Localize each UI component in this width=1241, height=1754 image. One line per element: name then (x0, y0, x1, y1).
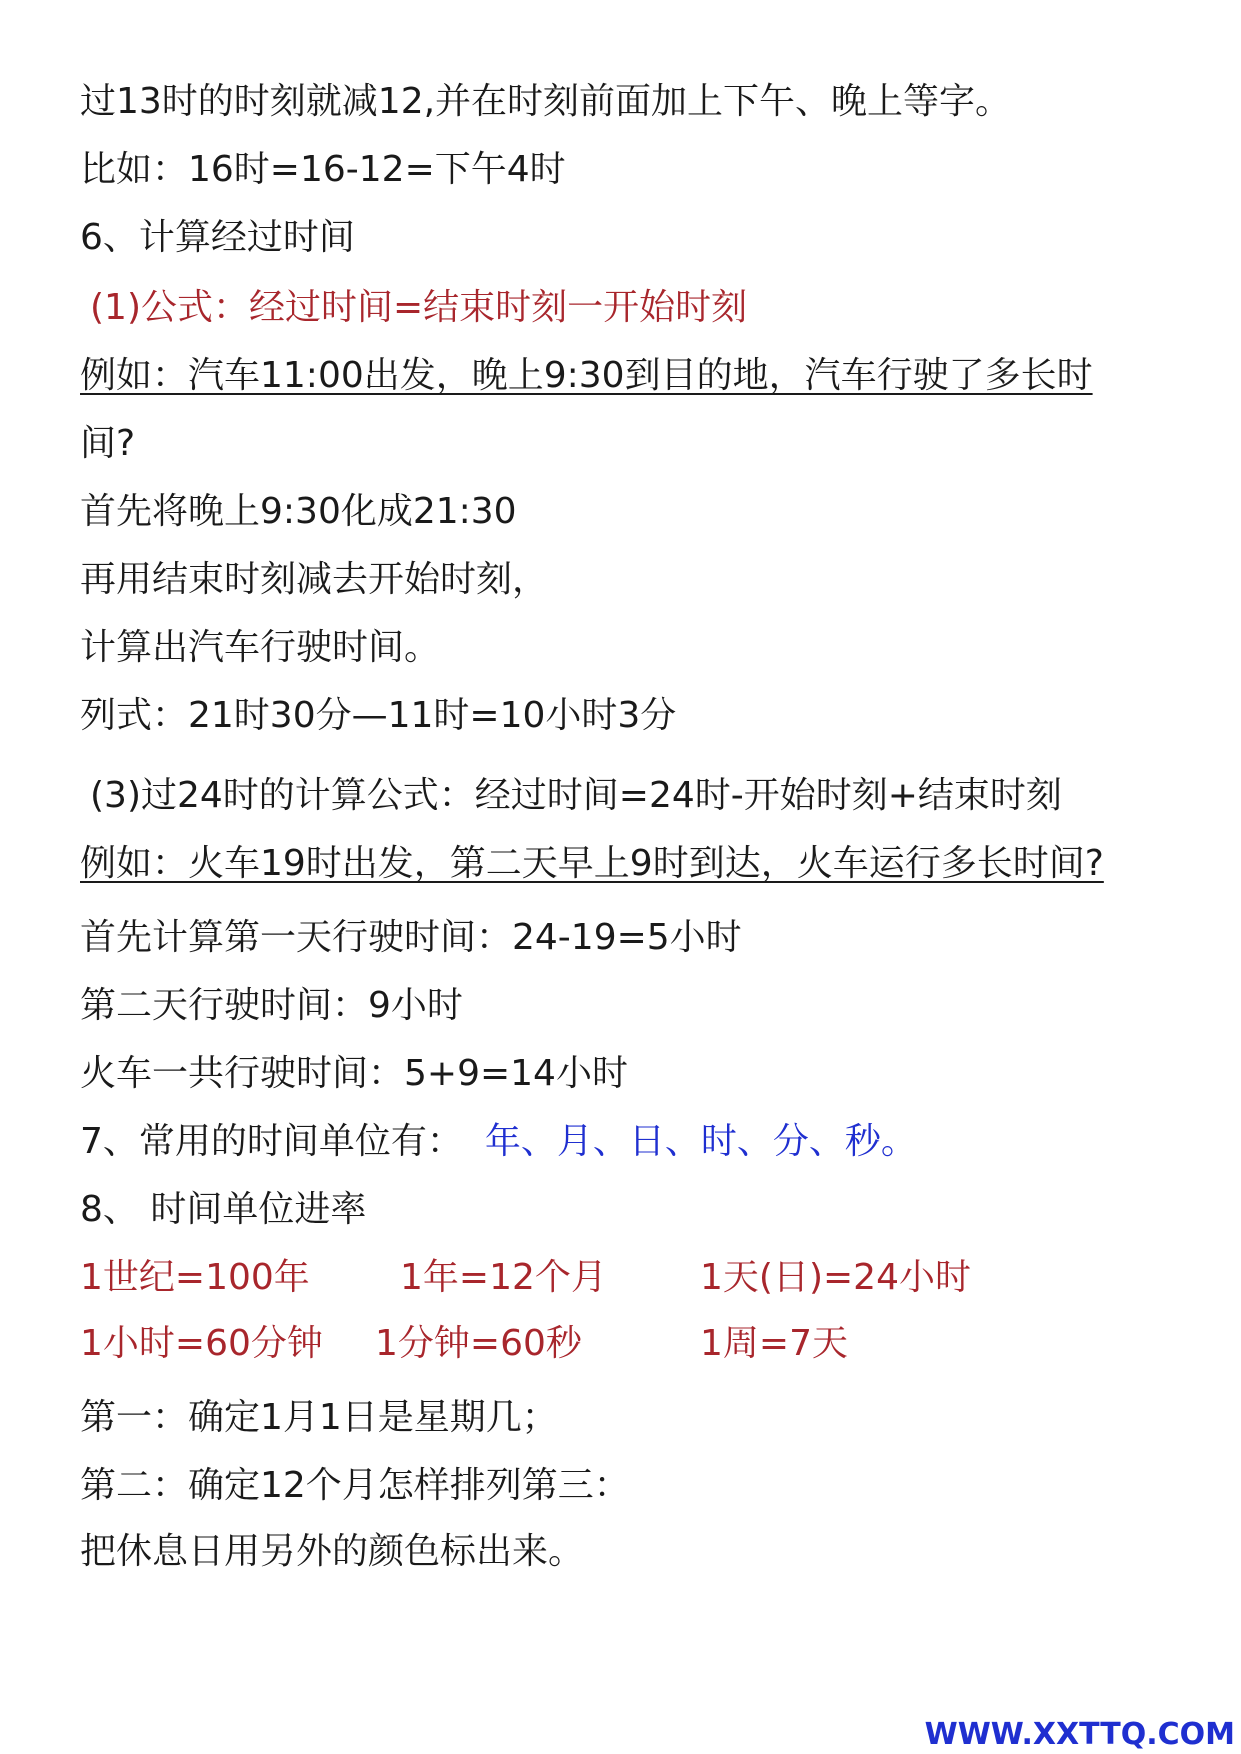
site-watermark: WWW.XXTTQ.COM (924, 1717, 1235, 1752)
section-7-line (80, 1120, 917, 1164)
rate-week: 1周=7天 (700, 1323, 848, 1364)
text-line-13: 首先计算第一天行驶时间：24-19=5小时 (80, 917, 742, 958)
text-line-7: 首先将晚上9:30化成21:30 (80, 491, 517, 532)
rate-day: 1天(日)=24小时 (700, 1257, 971, 1298)
rate-minute: 1分钟=60秒 (375, 1323, 582, 1364)
text-line-22: 把休息日用另外的颜色标出来。 (80, 1531, 585, 1572)
example-1-line-1: 例如：汽车11:00出发，晚上9:30到目的地，汽车行驶了多长时 (80, 355, 1093, 396)
text-line-15: 火车一共行驶时间：5+9=14小时 (80, 1053, 628, 1094)
section-7-prefix: 7、常用的时间单位有： (80, 1121, 463, 1162)
text-line-14: 第二天行驶时间：9小时 (80, 985, 463, 1026)
text-line-21: 第二：确定12个月怎样排列第三： (80, 1465, 630, 1506)
section-6-heading: 6、计算经过时间 (80, 217, 355, 258)
section-8-heading: 8、 时间单位进率 (80, 1189, 367, 1230)
text-line-8: 再用结束时刻减去开始时刻， (80, 559, 549, 600)
formula-3: (3)过24时的计算公式：经过时间=24时-开始时刻+结束时刻 (90, 775, 1062, 816)
rate-year: 1年=12个月 (400, 1257, 607, 1298)
rate-century: 1世纪=100年 (80, 1257, 310, 1298)
text-line-9: 计算出汽车行驶时间。 (80, 627, 441, 668)
text-line-1: 过13时的时刻就减12,并在时刻前面加上下午、晚上等字。 (80, 81, 1012, 122)
text-line-10: 列式：21时30分—11时=10小时3分 (80, 695, 677, 736)
example-2: 例如：火车19时出发，第二天早上9时到达，火车运行多长时间? (80, 843, 1104, 884)
section-7-units: 年、月、日、时、分、秒。 (484, 1121, 917, 1162)
text-line-20: 第一：确定1月1日是星期几； (80, 1397, 558, 1438)
text-line-2: 比如：16时=16-12=下午4时 (80, 149, 566, 190)
example-1-line-2: 间? (80, 423, 136, 464)
formula-1: (1)公式：经过时间=结束时刻一开始时刻 (90, 287, 748, 328)
rate-hour: 1小时=60分钟 (80, 1323, 323, 1364)
